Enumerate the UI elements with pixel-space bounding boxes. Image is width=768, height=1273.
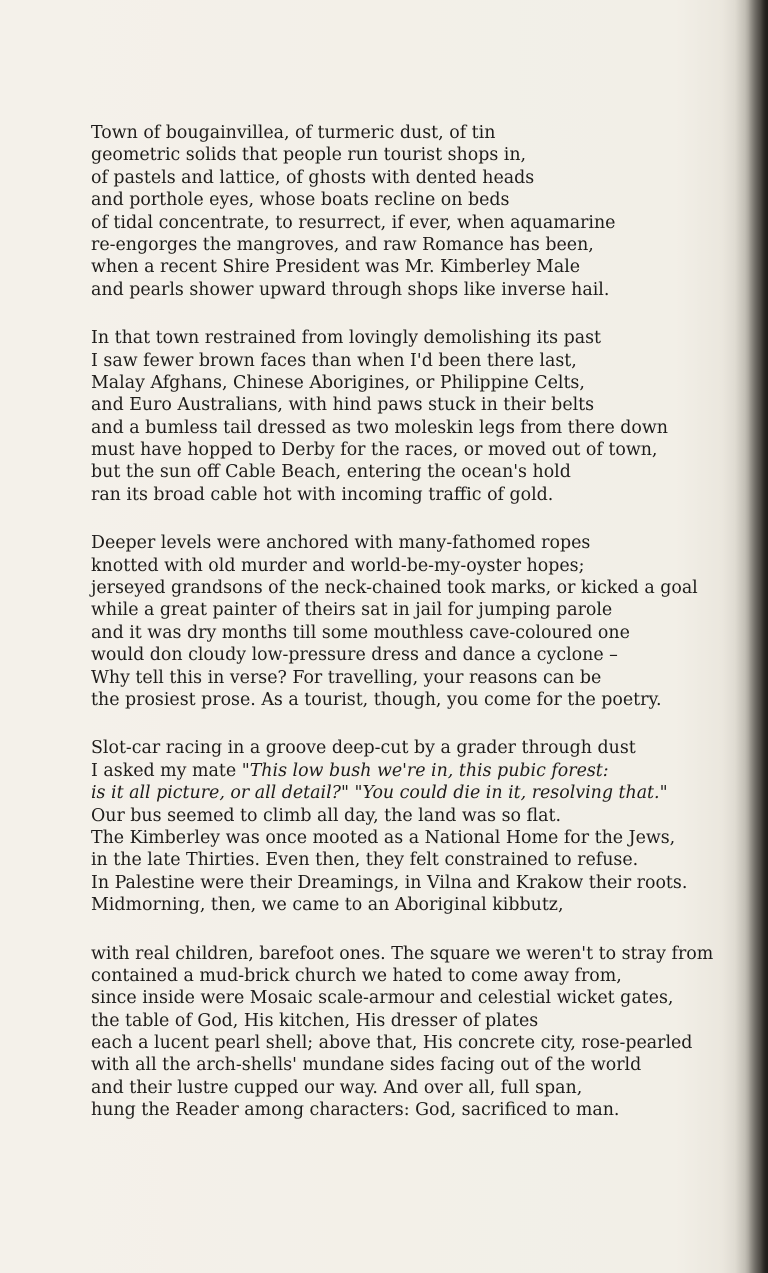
poem-line: geometric solids that people run tourist shops in, xyxy=(91,145,527,166)
poem-line: and it was dry months till some mouthless cave-coloured one xyxy=(91,622,630,643)
poem-line: and a bumless tail dressed as two moleskin legs from there down xyxy=(91,417,668,438)
stanza-4 xyxy=(91,737,731,916)
page-gutter-shadow xyxy=(735,0,768,1273)
poem-line: hung the Reader among characters: God, sacrificed to man. xyxy=(91,1100,620,1121)
poem-line-start: I asked my mate xyxy=(91,760,242,781)
poem-line xyxy=(91,760,731,782)
poem-line: when a recent Shire President was Mr. Kimberley Male xyxy=(91,257,581,278)
stanza-2 xyxy=(91,327,731,506)
poem-line: In Palestine were their Dreamings, in Vilna and Krakow their roots. xyxy=(91,872,688,893)
poem-line: Slot-car racing in a groove deep-cut by a grader through dust xyxy=(91,738,636,759)
poem-line: Deeper levels were anchored with many-fathomed ropes xyxy=(91,533,591,554)
poem-line: with all the arch-shells' mundane sides facing out of the world xyxy=(91,1055,642,1076)
poem-line: with real children, barefoot ones. The square we weren't to stray from xyxy=(91,943,714,964)
poem-quote-italic: is it all picture, or all detail?" "You could die in it, resolving that." xyxy=(91,783,668,804)
poem-line: ran its broad cable hot with incoming traffic of gold. xyxy=(91,484,554,505)
poem-line: knotted with old murder and world-be-my-oyster hopes; xyxy=(91,555,585,576)
poem-line: but the sun off Cable Beach, entering the ocean's hold xyxy=(91,462,571,483)
poem-line: Why tell this in verse? For travelling, your reasons can be xyxy=(91,667,602,688)
poem-line: the table of God, His kitchen, His dresser of plates xyxy=(91,1010,539,1031)
poem-line: and porthole eyes, whose boats recline on beds xyxy=(91,190,510,211)
poem-line: and Euro Australians, with hind paws stuck in their belts xyxy=(91,395,595,416)
poem-line: Our bus seemed to climb all day, the land was so flat. xyxy=(91,805,562,826)
poem-line: I saw fewer brown faces than when I'd been there last, xyxy=(91,350,577,371)
poem-line: and pearls shower upward through shops like inverse hail. xyxy=(91,279,610,300)
poem-line: jerseyed grandsons of the neck-chained took marks, or kicked a goal xyxy=(91,578,698,599)
stanza-3 xyxy=(91,532,731,711)
poem-line: of pastels and lattice, of ghosts with dented heads xyxy=(91,167,535,188)
poem-line: in the late Thirties. Even then, they felt constrained to refuse. xyxy=(91,850,639,871)
poem-line: while a great painter of theirs sat in jail for jumping parole xyxy=(91,600,613,621)
poem-line: contained a mud-brick church we hated to come away from, xyxy=(91,965,622,986)
stanza-5 xyxy=(91,943,731,1122)
poem-line: of tidal concentrate, to resurrect, if ever, when aquamarine xyxy=(91,212,616,233)
poem-quote-italic: "This low bush we're in, this pubic forest: xyxy=(241,760,609,781)
poem-line: each a lucent pearl shell; above that, His concrete city, rose-pearled xyxy=(91,1033,693,1054)
poem-line: and their lustre cupped our way. And over all, full span, xyxy=(91,1077,583,1098)
stanza-1 xyxy=(91,122,731,301)
poem-line: Midmorning, then, we came to an Aboriginal kibbutz, xyxy=(91,895,564,916)
poem-line: the prosiest prose. As a tourist, though, you come for the poetry. xyxy=(91,689,662,710)
poem-line: must have hopped to Derby for the races, or moved out of town, xyxy=(91,440,658,461)
poem-line: The Kimberley was once mooted as a National Home for the Jews, xyxy=(91,827,676,848)
poem-line: Town of bougainvillea, of turmeric dust, of tin xyxy=(91,123,496,143)
poem-line: re-engorges the mangroves, and raw Romance has been, xyxy=(91,234,594,255)
poem-text xyxy=(91,122,731,1148)
poem-line: Malay Afghans, Chinese Aborigines, or Philippine Celts, xyxy=(91,372,585,393)
poem-line: In that town restrained from lovingly demolishing its past xyxy=(91,328,602,349)
poem-line: would don cloudy low-pressure dress and dance a cyclone – xyxy=(91,645,618,666)
poem-line: since inside were Mosaic scale-armour and celestial wicket gates, xyxy=(91,988,674,1009)
